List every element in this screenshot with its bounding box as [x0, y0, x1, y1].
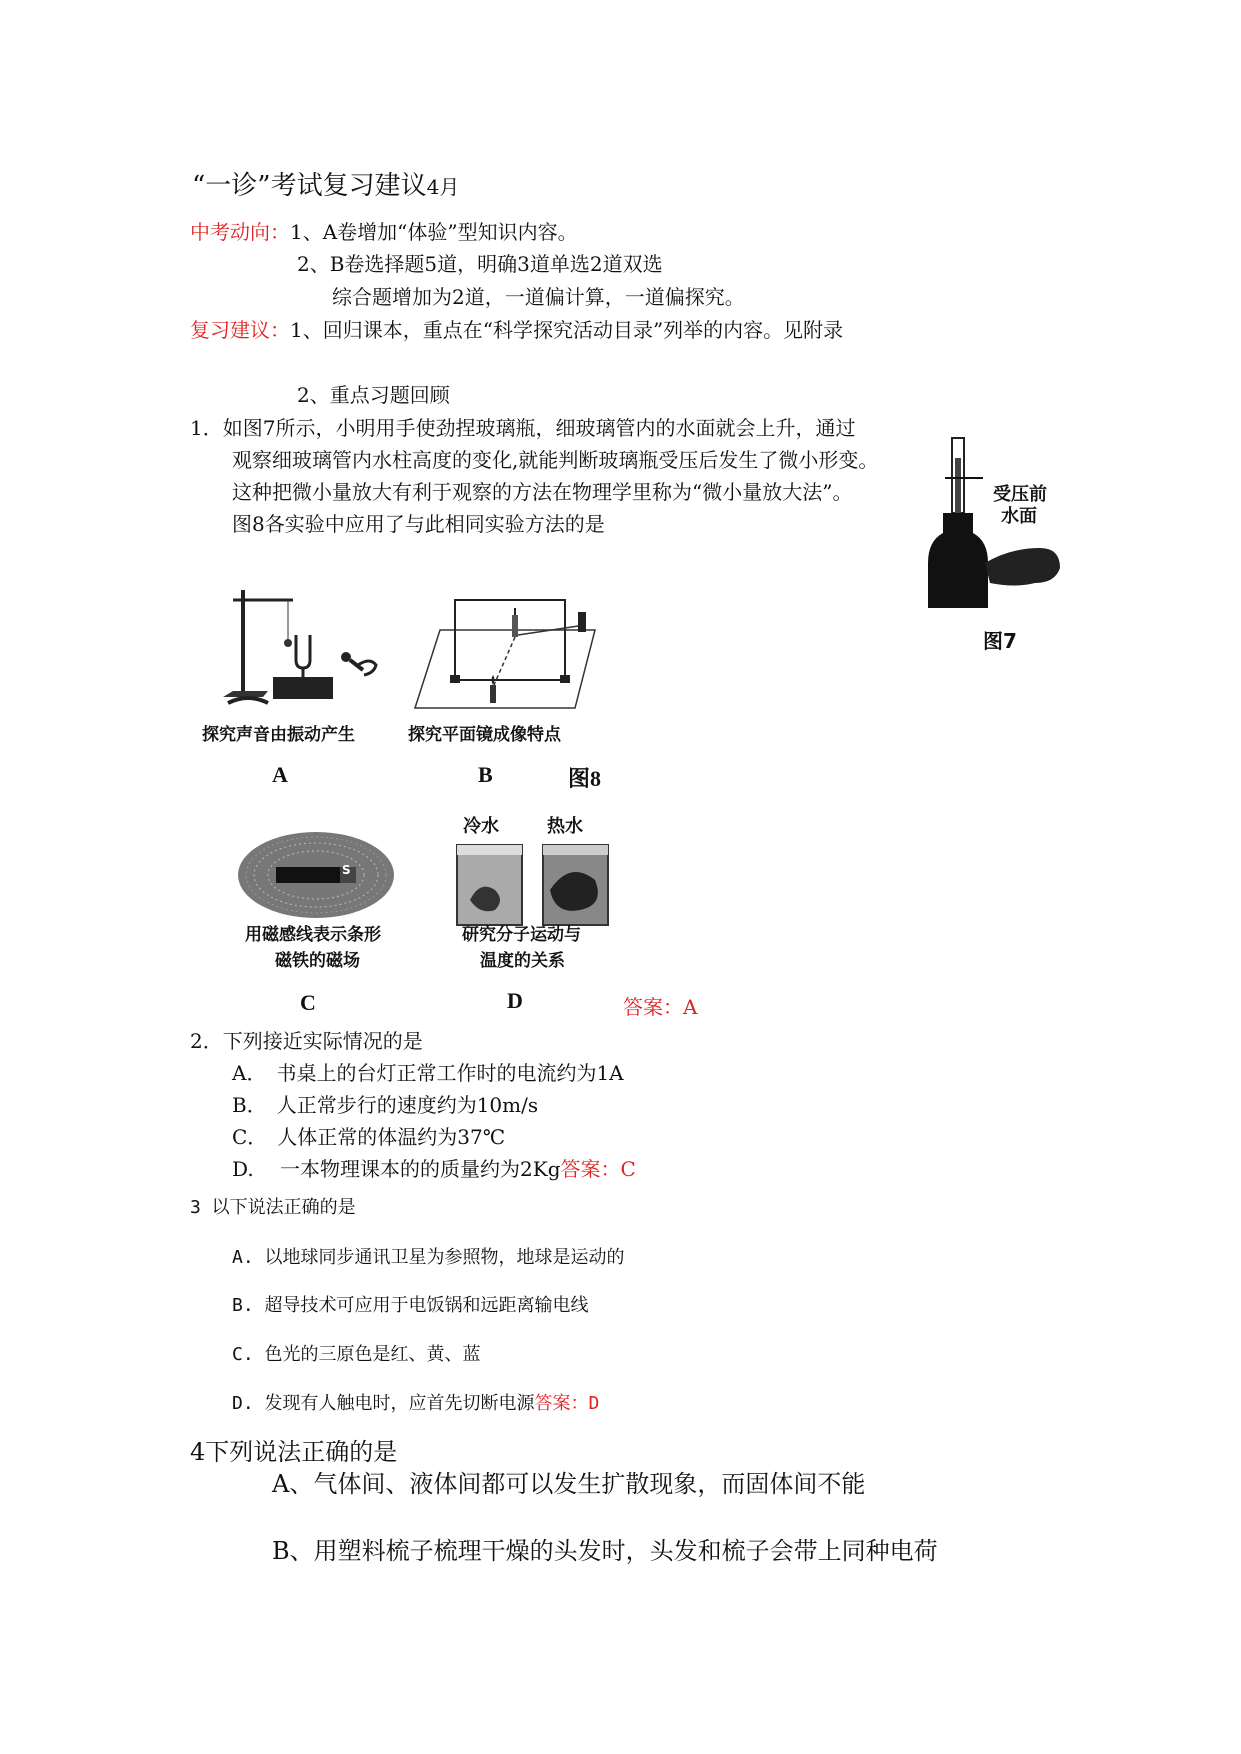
q2-answer: 答案：C [560, 1157, 636, 1181]
page-title-text: “一诊”考试复习建议 [192, 171, 427, 201]
trend-item-3: 综合题增加为2道，一道偏计算，一道偏探究。 [332, 285, 745, 309]
figure-7-label-line2: 水面 [1001, 506, 1037, 527]
q3-option-d-line [232, 1389, 599, 1415]
figure-d-hot-label: 热水 [547, 816, 583, 837]
figure-a-tuning-fork [218, 585, 388, 715]
figure-c-letter: C [300, 990, 316, 1015]
figure-c-caption [245, 922, 381, 974]
figure-b-caption: 探究平面镜成像特点 [408, 725, 561, 745]
q1-line-4: 图8各实验中应用了与此相同实验方法的是 [232, 512, 605, 536]
q2-option-d-line [232, 1155, 636, 1183]
figure-b-letter: B [478, 762, 493, 787]
advice-label: 复习建议： [190, 318, 290, 342]
q4-stem: 4下列说法正确的是 [190, 1438, 398, 1466]
figure-d-letter: D [507, 988, 523, 1013]
q3-option-c: C. 色光的三原色是红、黄、蓝 [232, 1344, 481, 1365]
figure-7-caption: 图7 [983, 629, 1017, 653]
magnet-pole-s: S [342, 863, 351, 877]
q2-option-d: D. 一本物理课本的的质量约为2Kg [232, 1157, 561, 1181]
advice-item-1: 1、回归课本，重点在“科学探究活动目录”列举的内容。见附录 [290, 318, 844, 342]
figure-b-plane-mirror [410, 580, 610, 710]
q3-stem: 3 以下说法正确的是 [190, 1197, 356, 1218]
q4-option-a: A、气体间、液体间都可以发生扩散现象，而固体间不能 [272, 1470, 866, 1498]
trend-item-1: 1、A卷增加“体验”型知识内容。 [290, 220, 578, 244]
figure-c-caption-line2: 磁铁的磁场 [275, 951, 360, 971]
q1-line-2: 观察细玻璃管内水柱高度的变化,就能判断玻璃瓶受压后发生了微小形变。 [232, 448, 879, 472]
figure-a-caption: 探究声音由振动产生 [202, 725, 355, 745]
figure-7-bottle [935, 438, 1065, 618]
q2-option-a: A． 书桌上的台灯正常工作时的电流约为1A [232, 1061, 624, 1085]
figure-d-water-glasses [455, 840, 615, 930]
advice-item-2: 2、重点习题回顾 [297, 383, 450, 407]
page-title-month: 4月 [426, 175, 460, 199]
q3-option-d: D. 发现有人触电时，应首先切断电源 [232, 1393, 535, 1414]
figure-d-caption-line1: 研究分子运动与 [462, 925, 581, 945]
q3-option-b: B. 超导技术可应用于电饭锅和远距离输电线 [232, 1295, 589, 1316]
figure-7-label [993, 484, 1047, 528]
q2-option-b: B． 人正常步行的速度约为10m/s [232, 1093, 539, 1117]
page-title [192, 165, 459, 202]
trend-line-1 [190, 218, 578, 246]
q4-option-b: B、用塑料梳子梳理干燥的头发时，头发和梳子会带上同种电荷 [272, 1537, 938, 1565]
figure-d-cold-label: 冷水 [463, 816, 499, 837]
q1-line-1: 1．如图7所示，小明用手使劲捏玻璃瓶，细玻璃管内的水面就会上升，通过 [190, 416, 856, 440]
q1-answer: 答案：A [623, 995, 698, 1019]
figure-7-label-line1: 受压前 [993, 484, 1047, 505]
q1-line-3: 这种把微小量放大有利于观察的方法在物理学里称为“微小量放大法”。 [232, 480, 853, 504]
figure-8-caption: 图8 [568, 766, 602, 791]
q3-answer: 答案：D [534, 1393, 600, 1414]
q3-option-a: A. 以地球同步通讯卫星为参照物，地球是运动的 [232, 1247, 625, 1268]
q2-stem: 2．下列接近实际情况的是 [190, 1029, 423, 1053]
trend-item-2: 2、B卷选择题5道，明确3道单选2道双选 [297, 252, 663, 276]
figure-c-magnet-field [236, 830, 396, 920]
q2-option-c: C． 人体正常的体温约为37℃ [232, 1125, 506, 1149]
figure-c-caption-line1: 用磁感线表示条形 [245, 925, 381, 945]
figure-d-caption [462, 922, 581, 974]
trend-label: 中考动向： [190, 220, 290, 244]
figure-a-letter: A [272, 762, 288, 787]
figure-d-caption-line2: 温度的关系 [480, 951, 565, 971]
advice-line-1 [190, 316, 843, 344]
